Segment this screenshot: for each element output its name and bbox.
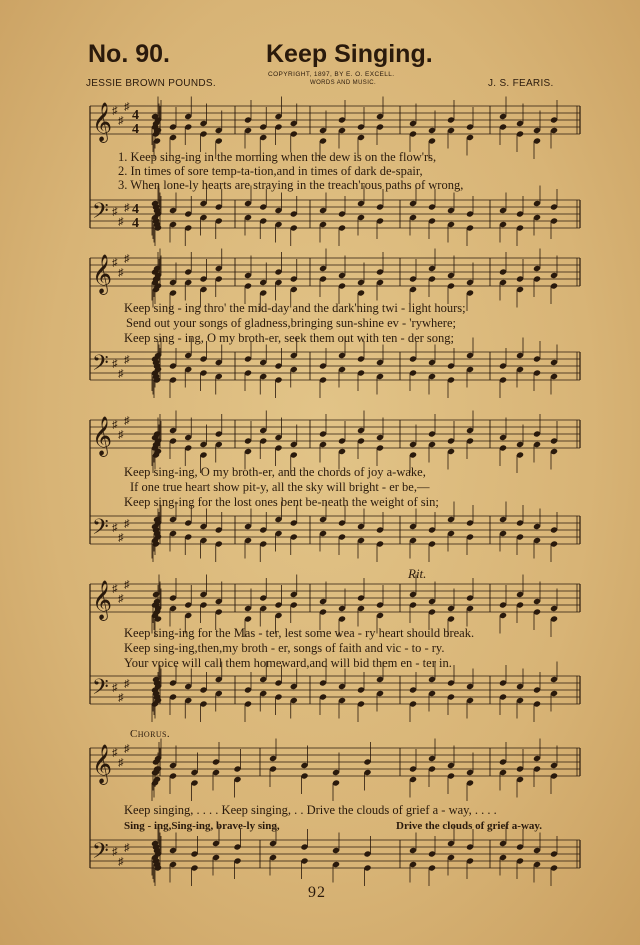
- lyric-line: Keep sing-ing for the lost ones bent be-neath the weight of sin;: [124, 495, 439, 509]
- sharp-icon: ♯: [124, 678, 130, 690]
- sharp-icon: ♯: [118, 532, 124, 544]
- time-signature: 4: [132, 202, 139, 217]
- sharp-icon: ♯: [124, 842, 130, 854]
- sharp-icon: ♯: [112, 583, 118, 595]
- copyright-subnotice: WORDS AND MUSIC.: [310, 80, 377, 86]
- sharp-icon: ♯: [112, 257, 118, 269]
- bass-clef-icon: 𝄢: [92, 515, 109, 545]
- chorus-label: Chorus.: [130, 728, 171, 740]
- lyric-line: Send out your songs of gladness,bringing sun-shine ev - 'rywhere;: [126, 316, 456, 330]
- lyric-line: Keep sing - ing, O my broth-er, seek them out with ten - der song;: [124, 331, 454, 345]
- sharp-icon: ♯: [124, 253, 130, 265]
- lyric-line-bass: Drive the clouds of grief a-way.: [396, 820, 543, 832]
- sharp-icon: ♯: [112, 419, 118, 431]
- treble-clef-icon: 𝄞: [92, 254, 113, 294]
- sharp-icon: ♯: [112, 105, 118, 117]
- sharp-icon: ♯: [124, 415, 130, 427]
- lyric-line: 2. In times of sore temp-ta-tion,and in times of dark de-spair,: [118, 164, 423, 178]
- lyric-line-bass: Sing - ing,Sing-ing, brave-ly sing,: [124, 820, 280, 832]
- sharp-icon: ♯: [124, 579, 130, 591]
- hymn-title: Keep Singing.: [266, 40, 433, 68]
- sharp-icon: ♯: [112, 206, 118, 218]
- lyric-line: If one true heart show pit-y, all the sky will bright - er be,—: [130, 480, 430, 494]
- treble-clef-icon: 𝄞: [92, 744, 113, 784]
- lyric-line: 3. When lone-ly hearts are straying in the treach'rous paths of wrong,: [118, 178, 464, 192]
- lyric-line: Keep sing-ing,then,my broth - er, songs of faith and vic - to - ry.: [124, 641, 445, 655]
- copyright-notice: COPYRIGHT, 1897, BY E. O. EXCELL.: [268, 71, 395, 78]
- lyric-line: Your voice will call them homeward,and will bid them en - ter in.: [124, 656, 452, 670]
- bass-clef-icon: 𝄢: [92, 839, 109, 869]
- bass-clef-icon: 𝄢: [92, 199, 109, 229]
- sharp-icon: ♯: [112, 682, 118, 694]
- time-signature: 4: [132, 108, 139, 123]
- sharp-icon: ♯: [118, 692, 124, 704]
- sharp-icon: ♯: [118, 757, 124, 769]
- time-signature: 4: [132, 122, 139, 137]
- sharp-icon: ♯: [118, 115, 124, 127]
- sharp-icon: ♯: [118, 216, 124, 228]
- lyricist-credit: JESSIE BROWN POUNDS.: [86, 78, 216, 89]
- sharp-icon: ♯: [124, 202, 130, 214]
- bass-clef-icon: 𝄢: [92, 351, 109, 381]
- bass-clef-icon: 𝄢: [92, 675, 109, 705]
- treble-clef-icon: 𝄞: [92, 580, 113, 620]
- sharp-icon: ♯: [118, 856, 124, 868]
- lyric-line: Keep singing, . . . . Keep singing, . . Drive the clouds of grief a - way, . . . .: [124, 803, 497, 817]
- sharp-icon: ♯: [112, 846, 118, 858]
- lyric-line: Keep sing-ing for the Mas - ter, lest some wea - ry heart should break.: [124, 626, 475, 640]
- sharp-icon: ♯: [118, 267, 124, 279]
- treble-clef-icon: 𝄞: [92, 416, 113, 456]
- page-number: 92: [308, 884, 326, 901]
- sharp-icon: ♯: [118, 593, 124, 605]
- hymn-number: No. 90.: [88, 40, 170, 68]
- sharp-icon: ♯: [118, 429, 124, 441]
- sharp-icon: ♯: [124, 518, 130, 530]
- sharp-icon: ♯: [112, 522, 118, 534]
- sharp-icon: ♯: [124, 743, 130, 755]
- sharp-icon: ♯: [124, 354, 130, 366]
- time-signature: 4: [132, 216, 139, 231]
- treble-clef-icon: 𝄞: [92, 102, 113, 142]
- lyric-line: 1. Keep sing-ing in the morning when the dew is on the flow'rs,: [118, 150, 437, 164]
- lyric-line: Keep sing - ing thro' the mid-day and the dark'ning twi - light hours;: [124, 301, 466, 315]
- sharp-icon: ♯: [118, 368, 124, 380]
- rit-marking: Rit.: [408, 566, 427, 581]
- composer-credit: J. S. FEARIS.: [488, 78, 554, 89]
- sharp-icon: ♯: [112, 358, 118, 370]
- sharp-icon: ♯: [112, 747, 118, 759]
- sharp-icon: ♯: [124, 101, 130, 113]
- lyric-line: Keep sing-ing, O my broth-er, and the chords of joy a-wake,: [124, 465, 426, 479]
